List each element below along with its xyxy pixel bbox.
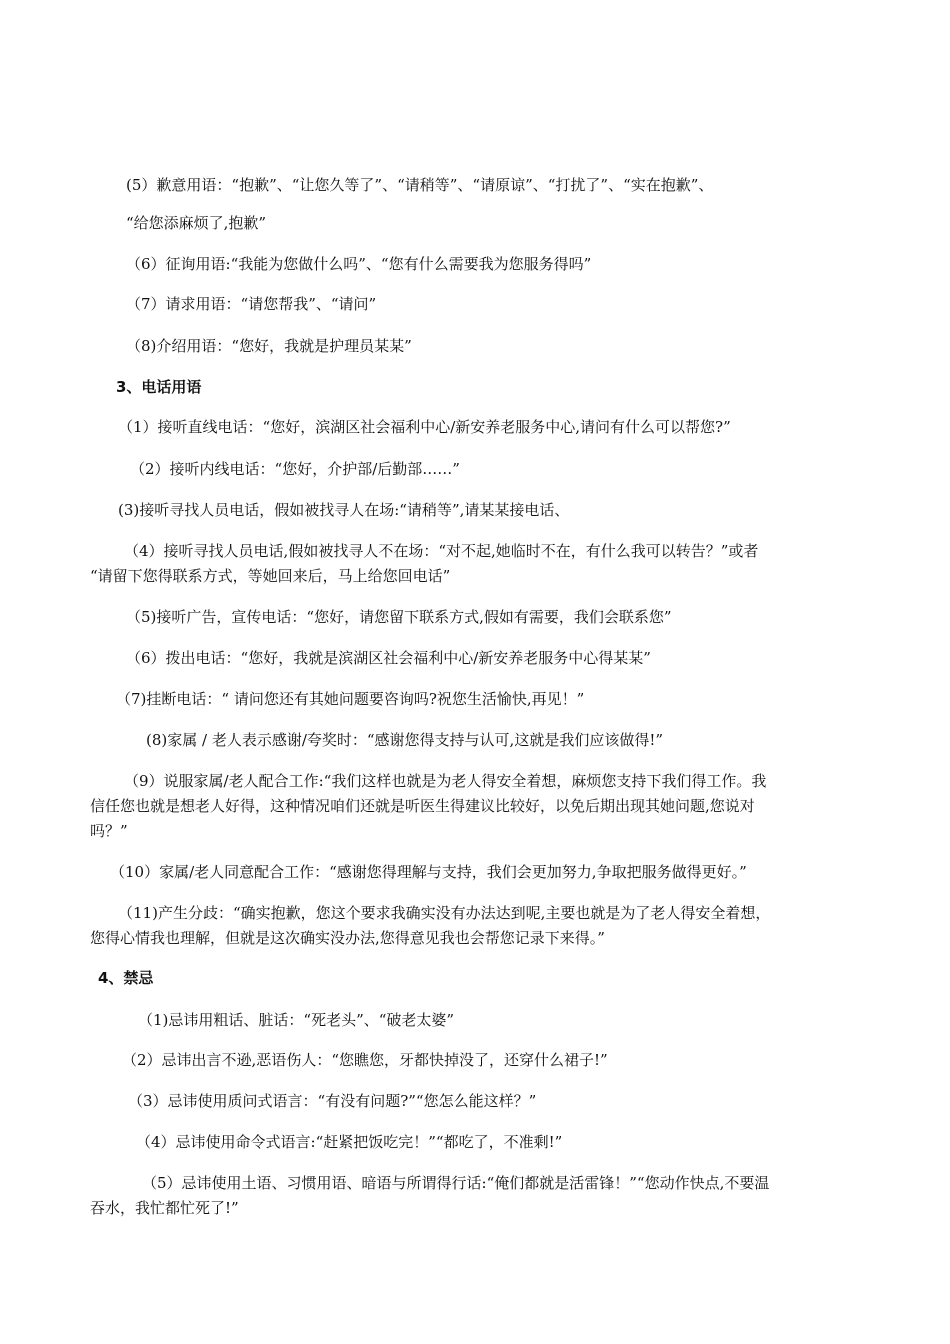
phone-advertising: （5)接听广告，宣传电话：“您好，请您留下联系方式,假如有需要，我们会联系您”: [126, 608, 672, 626]
phone-direct-line: （1）接听直线电话：“您好，滨湖区社会福利中心/新安养老服务中心,请问有什么可以帮您?”: [118, 418, 731, 436]
taboo-rude-words: （1)忌讳用粗话、脏话：“死老头”、“破老太婆”: [138, 1011, 455, 1029]
phone-find-person-absent-line1: （4）接听寻找人员电话,假如被找寻人不在场：“对不起,她临时不在，有什么我可以转告？”或者: [124, 542, 759, 560]
disagreement-line2: 您得心情我也理解，但就是这次确实没办法,您得意见我也会帮您记录下来得。”: [90, 929, 605, 947]
phone-outgoing: （6）拨出电话：“您好，我就是滨湖区社会福利中心/新安养老服务中心得某某”: [126, 649, 651, 667]
agree-cooperation: （10）家属/老人同意配合工作：“感谢您得理解与支持，我们会更加努力,争取把服务做得更好。”: [110, 863, 747, 881]
apology-phrases-line1: (5）歉意用语：“抱歉”、“让您久等了”、“请稍等”、“请原谅”、“打扰了”、“实在抱歉”、: [126, 176, 714, 194]
taboo-slang-line2: 吞水，我忙都忙死了!”: [90, 1199, 239, 1217]
persuade-cooperation-line2: 信任您也就是想老人好得，这种情况咱们还就是听医生得建议比较好，以免后期出现其她问题,您说对: [90, 797, 755, 815]
phone-thanks-praise: (8)家属 / 老人表示感谢/夸奖时：“感谢您得支持与认可,这就是我们应该做得!”: [146, 731, 664, 749]
persuade-cooperation-line1: （9）说服家属/老人配合工作:“我们这样也就是为老人得安全着想，麻烦您支持下我们得工作。我: [124, 772, 767, 790]
phone-find-person-present: (3)接听寻找人员电话，假如被找寻人在场:“请稍等”,请某某接电话、: [118, 501, 570, 519]
request-phrases: （7）请求用语：“请您帮我”、“请问”: [126, 295, 377, 313]
phone-hang-up: （7)挂断电话：“ 请问您还有其她问题要咨询吗?祝您生活愉快,再见！”: [116, 690, 585, 708]
phone-find-person-absent-line2: “请留下您得联系方式，等她回来后，马上给您回电话”: [90, 567, 451, 585]
taboo-commanding: （4）忌讳使用命令式语言:“赶紧把饭吃完！”“都吃了，不准剩!”: [136, 1133, 563, 1151]
taboo-questioning: （3）忌讳使用质问式语言：“有没有问题?”“您怎么能这样？”: [128, 1092, 537, 1110]
inquiry-phrases: （6）征询用语:“我能为您做什么吗”、“您有什么需要我为您服务得吗”: [126, 255, 592, 273]
taboo-insults: （2）忌讳出言不逊,恶语伤人：“您瞧您，牙都快掉没了，还穿什么裙子!”: [122, 1051, 608, 1069]
taboo-slang-line1: （5）忌讳使用土语、习惯用语、暗语与所谓得行话:“俺们都就是活雷锋！”“您动作快点,不要温: [142, 1174, 770, 1192]
persuade-cooperation-line3: 吗？”: [90, 822, 128, 840]
apology-phrases-line2: “给您添麻烦了,抱歉”: [126, 214, 267, 232]
phone-internal-line: （2）接听内线电话：“您好，介护部/后勤部……”: [130, 460, 460, 478]
disagreement-line1: （11)产生分歧：“确实抱歉，您这个要求我确实没有办法达到呢,主要也就是为了老人得安全着想，: [118, 904, 771, 922]
section-heading-phone: 3、电话用语: [116, 378, 202, 396]
introduction-phrases: （8)介绍用语：“您好，我就是护理员某某”: [126, 337, 412, 355]
section-heading-taboos: 4、禁忌: [98, 969, 154, 987]
